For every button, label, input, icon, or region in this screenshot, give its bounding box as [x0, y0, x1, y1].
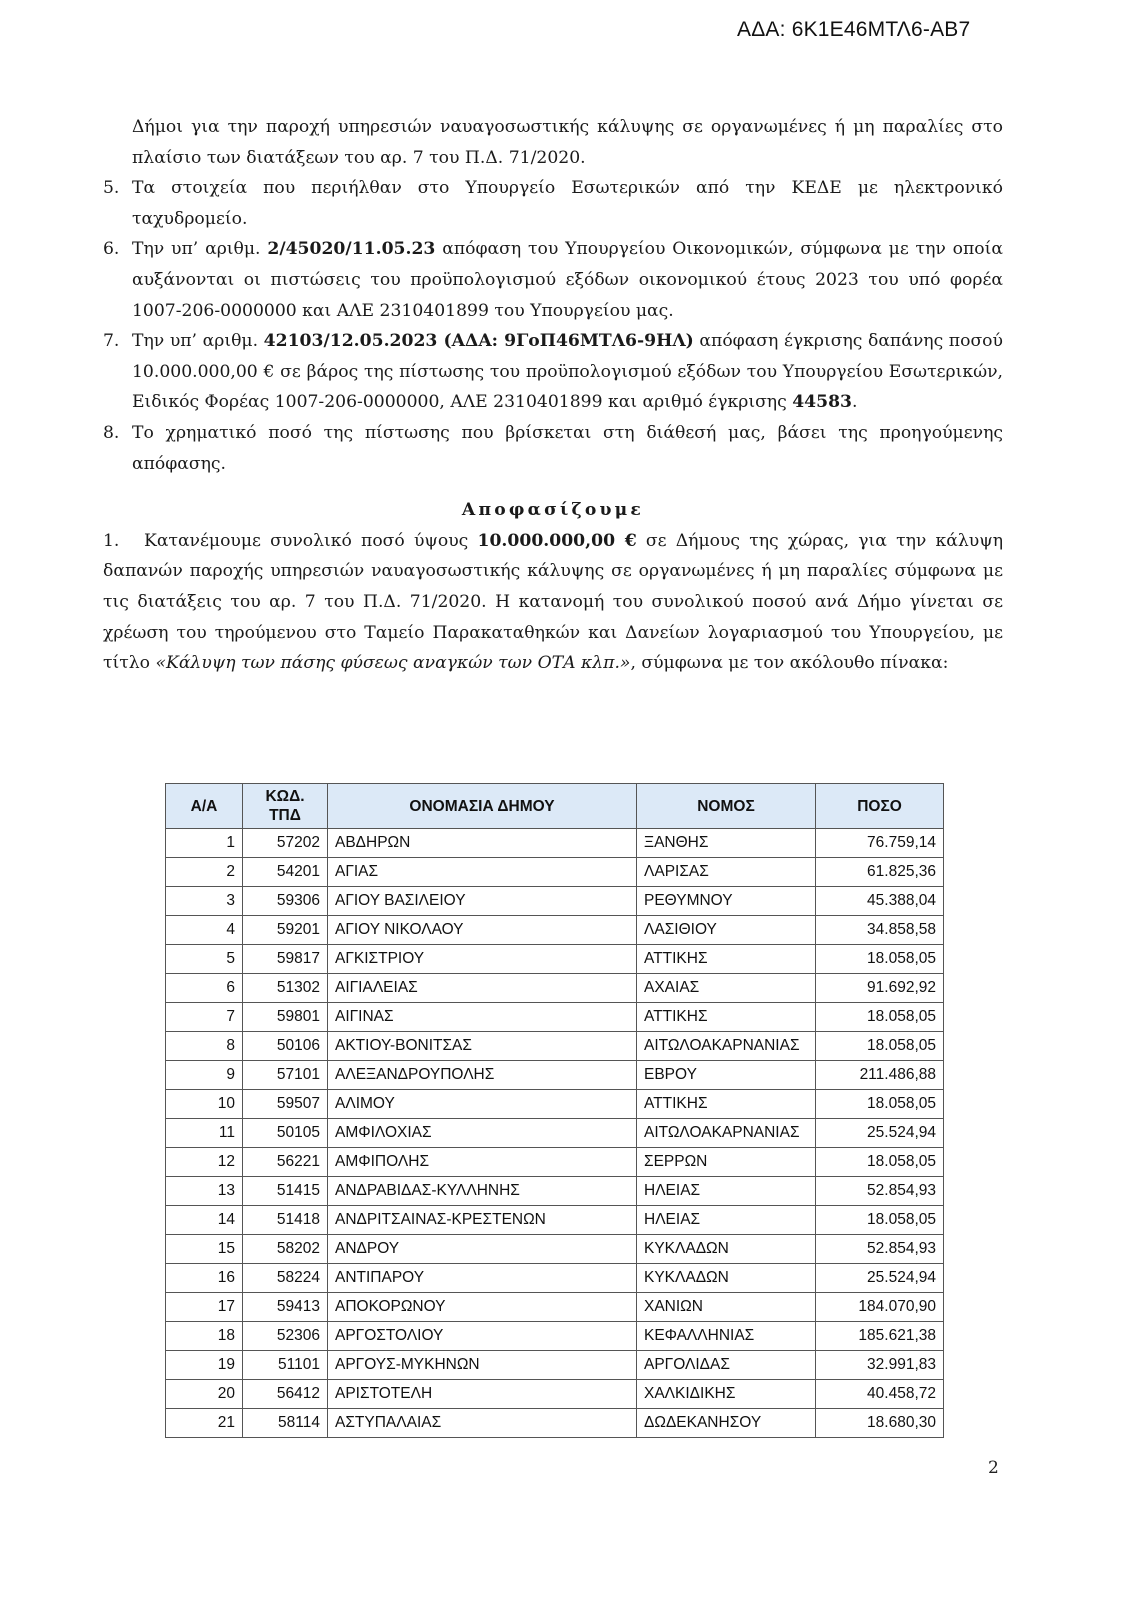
- cell-amount: 32.991,83: [816, 1351, 944, 1380]
- approval-number: 44583: [792, 392, 852, 413]
- cell-municipality: ΑΓΙΟΥ ΒΑΣΙΛΕΙΟΥ: [328, 887, 637, 916]
- item-text-pre: Την υπ’ αριθμ.: [132, 331, 264, 352]
- cell-municipality: ΑΙΓΙΝΑΣ: [328, 1003, 637, 1032]
- table-row: [166, 1264, 944, 1293]
- table-row: [166, 1206, 944, 1235]
- consideration-item-7: [103, 326, 1003, 418]
- item-text-end: .: [852, 392, 858, 413]
- cell-prefecture: ΚΥΚΛΑΔΩΝ: [637, 1264, 816, 1293]
- table-row: [166, 887, 944, 916]
- cell-aa: 5: [166, 945, 243, 974]
- cell-aa: 9: [166, 1061, 243, 1090]
- table-row: [166, 1090, 944, 1119]
- consideration-item-8: [103, 418, 1003, 479]
- cell-prefecture: ΔΩΔΕΚΑΝΗΣΟΥ: [637, 1409, 816, 1438]
- cell-prefecture: ΛΑΣΙΘΙΟΥ: [637, 916, 816, 945]
- item-text: [132, 326, 1003, 418]
- header-amount: ΠΟΣΟ: [816, 784, 944, 829]
- cell-amount: 25.524,94: [816, 1119, 944, 1148]
- table-row: [166, 1380, 944, 1409]
- cell-municipality: ΑΡΓΟΥΣ-ΜΥΚΗΝΩΝ: [328, 1351, 637, 1380]
- cell-code: 59413: [243, 1293, 328, 1322]
- cell-municipality: ΑΙΓΙΑΛΕΙΑΣ: [328, 974, 637, 1003]
- page-number: 2: [988, 1458, 999, 1478]
- cell-code: 51302: [243, 974, 328, 1003]
- cell-aa: 18: [166, 1322, 243, 1351]
- cell-prefecture: ΛΑΡΙΣΑΣ: [637, 858, 816, 887]
- cell-aa: 8: [166, 1032, 243, 1061]
- cell-aa: 6: [166, 974, 243, 1003]
- cell-amount: 40.458,72: [816, 1380, 944, 1409]
- cell-municipality: ΑΣΤΥΠΑΛΑΙΑΣ: [328, 1409, 637, 1438]
- cell-amount: 18.058,05: [816, 1003, 944, 1032]
- table-row: [166, 974, 944, 1003]
- table-row: [166, 1119, 944, 1148]
- cell-code: 58202: [243, 1235, 328, 1264]
- cell-municipality: ΑΡΓΟΣΤΟΛΙΟΥ: [328, 1322, 637, 1351]
- item-text-post: απόφαση του Υπουργείου Οικονομικών, σύμφωνα με την οποία αυξάνονται οι πιστώσεις του προϋπολογισμού εξόδων οικονομικού έτους 2023 του υπό φορέα 1007-206-0000000 και ΑΛΕ 2310401899 του Υπουργείου μας.: [132, 239, 1003, 321]
- cell-municipality: ΑΜΦΙΛΟΧΙΑΣ: [328, 1119, 637, 1148]
- cell-amount: 211.486,88: [816, 1061, 944, 1090]
- table-row: [166, 1409, 944, 1438]
- account-title: «Κάλυψη των πάσης φύσεως αναγκών των ΟΤΑ κλπ.»: [155, 653, 631, 674]
- decision-text-mid: σε Δήμους της χώρας, για την κάλυψη δαπανών παροχής υπηρεσιών ναυαγοσωστικής κάλυψης σε οργανωμένες ή μη παραλίες σύμφωνα με τις διατάξεις του αρ. 7 του Π.Δ. 71/2020. Η κατανομή του συνολικού ποσού ανά Δήμο γίνεται σε χρέωση του τηρούμενου στο Ταμείο Παρακαταθηκών και Δανείων λογαριασμού του Υπουργείου, με τίτλο: [103, 530, 1003, 674]
- cell-municipality: ΑΒΔΗΡΩΝ: [328, 829, 637, 858]
- cell-code: 58114: [243, 1409, 328, 1438]
- cell-aa: 3: [166, 887, 243, 916]
- cell-prefecture: ΗΛΕΙΑΣ: [637, 1206, 816, 1235]
- cell-aa: 7: [166, 1003, 243, 1032]
- cell-code: 59201: [243, 916, 328, 945]
- cell-code: 59306: [243, 887, 328, 916]
- table-row: [166, 1061, 944, 1090]
- cell-code: 56412: [243, 1380, 328, 1409]
- item-number: 6.: [103, 239, 120, 260]
- cell-prefecture: ΣΕΡΡΩΝ: [637, 1148, 816, 1177]
- table-row: [166, 1351, 944, 1380]
- cell-aa: 10: [166, 1090, 243, 1119]
- cell-code: 51101: [243, 1351, 328, 1380]
- table-row: [166, 829, 944, 858]
- total-amount: 10.000.000,00 €: [477, 530, 637, 551]
- cell-amount: 76.759,14: [816, 829, 944, 858]
- cell-municipality: ΑΜΦΙΠΟΛΗΣ: [328, 1148, 637, 1177]
- item-text: Τα στοιχεία που περιήλθαν στο Υπουργείο Εσωτερικών από την ΚΕΔΕ με ηλεκτρονικό ταχυδρομείο.: [132, 178, 1003, 229]
- cell-code: 52306: [243, 1322, 328, 1351]
- consideration-item-5: [103, 173, 1003, 234]
- item-number: 8.: [103, 422, 120, 443]
- item-number: 5.: [103, 178, 120, 199]
- item-number: 7.: [103, 331, 120, 352]
- cell-prefecture: ΑΤΤΙΚΗΣ: [637, 1003, 816, 1032]
- consideration-item-6: [103, 234, 1003, 326]
- cell-aa: 21: [166, 1409, 243, 1438]
- decision-paragraph: [103, 526, 1003, 679]
- cell-aa: 15: [166, 1235, 243, 1264]
- cell-amount: 61.825,36: [816, 858, 944, 887]
- cell-amount: 52.854,93: [816, 1177, 944, 1206]
- cell-prefecture: ΧΑΝΙΩΝ: [637, 1293, 816, 1322]
- header-code-line2: ΤΠΔ: [269, 807, 301, 824]
- cell-code: 50105: [243, 1119, 328, 1148]
- cell-aa: 13: [166, 1177, 243, 1206]
- table-row: [166, 858, 944, 887]
- header-aa: Α/Α: [166, 784, 243, 829]
- cell-amount: 18.058,05: [816, 1090, 944, 1119]
- cell-municipality: ΑΡΙΣΤΟΤΕΛΗ: [328, 1380, 637, 1409]
- cell-amount: 185.621,38: [816, 1322, 944, 1351]
- cell-municipality: ΑΠΟΚΟΡΩΝΟΥ: [328, 1293, 637, 1322]
- cell-code: 57101: [243, 1061, 328, 1090]
- cell-aa: 14: [166, 1206, 243, 1235]
- cell-municipality: ΑΚΤΙΟΥ-ΒΟΝΙΤΣΑΣ: [328, 1032, 637, 1061]
- cell-code: 59817: [243, 945, 328, 974]
- cell-aa: 17: [166, 1293, 243, 1322]
- header-code: [243, 784, 328, 829]
- table-header-row: [166, 784, 944, 829]
- header-municipality: ΟΝΟΜΑΣΙΑ ΔΗΜΟΥ: [328, 784, 637, 829]
- cell-aa: 11: [166, 1119, 243, 1148]
- table-row: [166, 1032, 944, 1061]
- cell-amount: 34.858,58: [816, 916, 944, 945]
- cell-amount: 184.070,90: [816, 1293, 944, 1322]
- cell-amount: 18.058,05: [816, 1206, 944, 1235]
- cell-code: 59801: [243, 1003, 328, 1032]
- item-text: Το χρηματικό ποσό της πίστωσης που βρίσκεται στη διάθεσή μας, βάσει της προηγούμενης απόφασης.: [132, 422, 1003, 474]
- cell-amount: 18.058,05: [816, 945, 944, 974]
- table-row: [166, 1322, 944, 1351]
- document-body: [103, 112, 1003, 679]
- allocation-table: [165, 783, 944, 1438]
- table-row: [166, 1235, 944, 1264]
- cell-prefecture: ΑΙΤΩΛΟΑΚΑΡΝΑΝΙΑΣ: [637, 1119, 816, 1148]
- table-row: [166, 1293, 944, 1322]
- cell-prefecture: ΑΤΤΙΚΗΣ: [637, 1090, 816, 1119]
- cell-municipality: ΑΓΙΑΣ: [328, 858, 637, 887]
- cell-municipality: ΑΝΔΡΑΒΙΔΑΣ-ΚΥΛΛΗΝΗΣ: [328, 1177, 637, 1206]
- continuation-paragraph: Δήμοι για την παροχή υπηρεσιών ναυαγοσωστικής κάλυψης σε οργανωμένες ή μη παραλίες στο πλαίσιο των διατάξεων του αρ. 7 του Π.Δ. 71/2020.: [132, 117, 1003, 168]
- cell-code: 59507: [243, 1090, 328, 1119]
- cell-municipality: ΑΛΕΞΑΝΔΡΟΥΠΟΛΗΣ: [328, 1061, 637, 1090]
- cell-municipality: ΑΝΔΡΟΥ: [328, 1235, 637, 1264]
- cell-prefecture: ΧΑΛΚΙΔΙΚΗΣ: [637, 1380, 816, 1409]
- decision-number: 1.: [103, 530, 120, 551]
- cell-municipality: ΑΝΔΡΙΤΣΑΙΝΑΣ-ΚΡΕΣΤΕΝΩΝ: [328, 1206, 637, 1235]
- cell-amount: 52.854,93: [816, 1235, 944, 1264]
- cell-code: 51418: [243, 1206, 328, 1235]
- cell-amount: 45.388,04: [816, 887, 944, 916]
- item-text: [132, 234, 1003, 326]
- table-row: [166, 916, 944, 945]
- cell-amount: 18.058,05: [816, 1148, 944, 1177]
- table-row: [166, 945, 944, 974]
- decision-reference: 42103/12.05.2023 (ΑΔΑ: 9ΓοΠ46ΜΤΛ6-9ΗΛ): [263, 331, 694, 352]
- cell-aa: 1: [166, 829, 243, 858]
- item-text-post: απόφαση έγκρισης δαπάνης ποσού 10.000.000,00 € σε βάρος της πίστωσης του προϋπολογισμού εξόδων του Υπουργείου Εσωτερικών, Ειδικός Φορέας 1007-206-0000000, ΑΛΕ 2310401899 και αριθμό έγκρισης: [132, 331, 1003, 413]
- table-row: [166, 1177, 944, 1206]
- cell-prefecture: ΞΑΝΘΗΣ: [637, 829, 816, 858]
- cell-amount: 18.680,30: [816, 1409, 944, 1438]
- cell-prefecture: ΗΛΕΙΑΣ: [637, 1177, 816, 1206]
- header-code-line1: ΚΩΔ.: [265, 788, 305, 805]
- cell-prefecture: ΕΒΡΟΥ: [637, 1061, 816, 1090]
- header-prefecture: ΝΟΜΟΣ: [637, 784, 816, 829]
- decision-reference: 2/45020/11.05.23: [267, 239, 436, 260]
- cell-code: 51415: [243, 1177, 328, 1206]
- ada-identifier: ΑΔΑ: 6Κ1Ε46ΜΤΛ6-ΑΒ7: [737, 18, 971, 41]
- cell-code: 50106: [243, 1032, 328, 1061]
- cell-prefecture: ΡΕΘΥΜΝΟΥ: [637, 887, 816, 916]
- cell-prefecture: ΑΙΤΩΛΟΑΚΑΡΝΑΝΙΑΣ: [637, 1032, 816, 1061]
- cell-municipality: ΑΝΤΙΠΑΡΟΥ: [328, 1264, 637, 1293]
- cell-aa: 12: [166, 1148, 243, 1177]
- cell-aa: 19: [166, 1351, 243, 1380]
- cell-aa: 4: [166, 916, 243, 945]
- cell-aa: 20: [166, 1380, 243, 1409]
- cell-prefecture: ΑΡΓΟΛΙΔΑΣ: [637, 1351, 816, 1380]
- cell-amount: 18.058,05: [816, 1032, 944, 1061]
- table-row: [166, 1003, 944, 1032]
- cell-prefecture: ΚΥΚΛΑΔΩΝ: [637, 1235, 816, 1264]
- cell-aa: 2: [166, 858, 243, 887]
- cell-code: 58224: [243, 1264, 328, 1293]
- cell-municipality: ΑΓΙΟΥ ΝΙΚΟΛΑΟΥ: [328, 916, 637, 945]
- cell-code: 57202: [243, 829, 328, 858]
- cell-amount: 91.692,92: [816, 974, 944, 1003]
- cell-code: 56221: [243, 1148, 328, 1177]
- cell-prefecture: ΚΕΦΑΛΛΗΝΙΑΣ: [637, 1322, 816, 1351]
- decision-text-pre: Κατανέμουμε συνολικό ποσό ύψους: [144, 530, 478, 551]
- cell-amount: 25.524,94: [816, 1264, 944, 1293]
- cell-municipality: ΑΓΚΙΣΤΡΙΟΥ: [328, 945, 637, 974]
- cell-prefecture: ΑΤΤΙΚΗΣ: [637, 945, 816, 974]
- table-row: [166, 1148, 944, 1177]
- cell-municipality: ΑΛΙΜΟΥ: [328, 1090, 637, 1119]
- decision-heading: Αποφασίζουμε: [461, 500, 645, 521]
- cell-aa: 16: [166, 1264, 243, 1293]
- decision-text-post: , σύμφωνα με τον ακόλουθο πίνακα:: [630, 653, 949, 674]
- cell-prefecture: ΑΧΑΙΑΣ: [637, 974, 816, 1003]
- item-text-pre: Την υπ’ αριθμ.: [132, 239, 268, 260]
- cell-code: 54201: [243, 858, 328, 887]
